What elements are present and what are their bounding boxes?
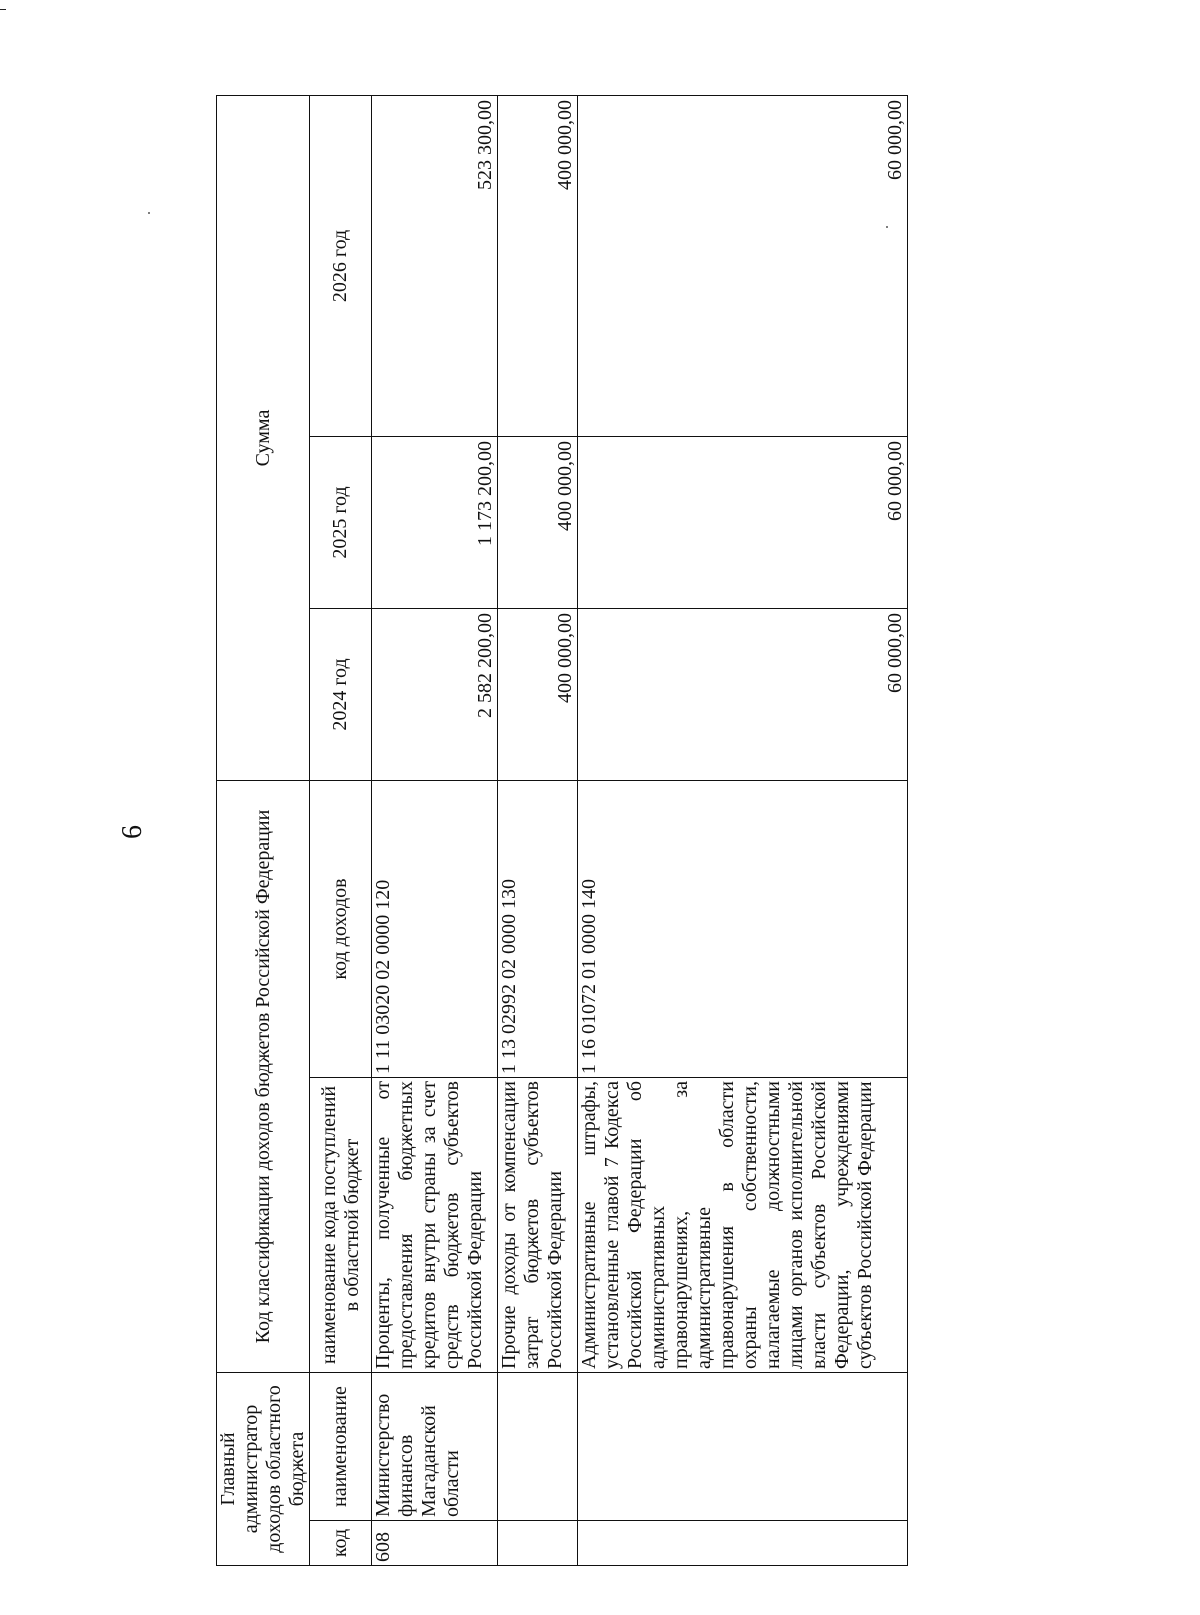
scan-speck: [148, 212, 150, 214]
header-revenue-code: код доходов: [310, 781, 372, 1078]
table-row: [578, 95, 908, 1565]
rotated-table-container: [216, 96, 906, 1566]
header-sum-group: Сумма: [217, 95, 310, 780]
revenue-description-cell: Проценты, полученные от предоставления бюджетных кредитов внутри страны за счет средств бюджетов субъектов Российской Федерации: [372, 1078, 498, 1373]
admin-code-cell-empty: [578, 1521, 908, 1566]
revenue-code-cell: 1 11 03020 02 0000 120: [372, 781, 498, 1078]
revenue-description-cell: Прочие доходы от компенсации затрат бюджетов субъектов Российской Федерации: [498, 1078, 578, 1373]
amount-2024-cell: 400 000,00: [498, 609, 578, 781]
amount-2025-cell: 1 173 200,00: [372, 437, 498, 609]
header-classification-group: Код классификации доходов бюджетов Российской Федерации: [217, 781, 310, 1373]
admin-name-cell: Министерство финансов Магаданской области: [372, 1373, 498, 1521]
header-admin-group: Главный администратор доходов областного бюджета: [217, 1373, 310, 1566]
admin-code-cell-empty: [498, 1521, 578, 1566]
admin-name-cell-empty: [578, 1373, 908, 1521]
header-year-2025: 2025 год: [310, 437, 372, 609]
header-code: код: [310, 1521, 372, 1566]
table-row: [498, 95, 578, 1565]
header-revenue-name: наименование кода поступлений в областной бюджет: [310, 1078, 372, 1373]
scan-edge-mark: [0, 9, 6, 10]
amount-2025-cell: 60 000,00: [578, 437, 908, 609]
header-row-bottom: [310, 95, 372, 1565]
page-number: 6: [117, 825, 148, 839]
revenue-table: [216, 95, 908, 1566]
revenue-description-cell: Административные штрафы, установленные главой 7 Кодекса Российской Федерации об административных правонарушениях, за административные правонарушения в области охраны собственности, налагаемые должностными лицами органов исполнительной власти субъектов Российской Федерации, учреждениями субъектов Российской Федерации: [578, 1078, 908, 1373]
admin-name-cell-empty: [498, 1373, 578, 1521]
header-year-2026: 2026 год: [310, 95, 372, 436]
header-name: наименование: [310, 1373, 372, 1521]
admin-code-cell: 608: [372, 1521, 498, 1566]
amount-2025-cell: 400 000,00: [498, 437, 578, 609]
table-row: [372, 95, 498, 1565]
amount-2026-cell: 60 000,00: [578, 95, 908, 436]
amount-2026-cell: 523 300,00: [372, 95, 498, 436]
header-year-2024: 2024 год: [310, 609, 372, 781]
amount-2024-cell: 2 582 200,00: [372, 609, 498, 781]
amount-2024-cell: 60 000,00: [578, 609, 908, 781]
revenue-code-cell: 1 13 02992 02 0000 130: [498, 781, 578, 1078]
header-row-top: [217, 95, 310, 1565]
revenue-code-cell: 1 16 01072 01 0000 140: [578, 781, 908, 1078]
amount-2026-cell: 400 000,00: [498, 95, 578, 436]
